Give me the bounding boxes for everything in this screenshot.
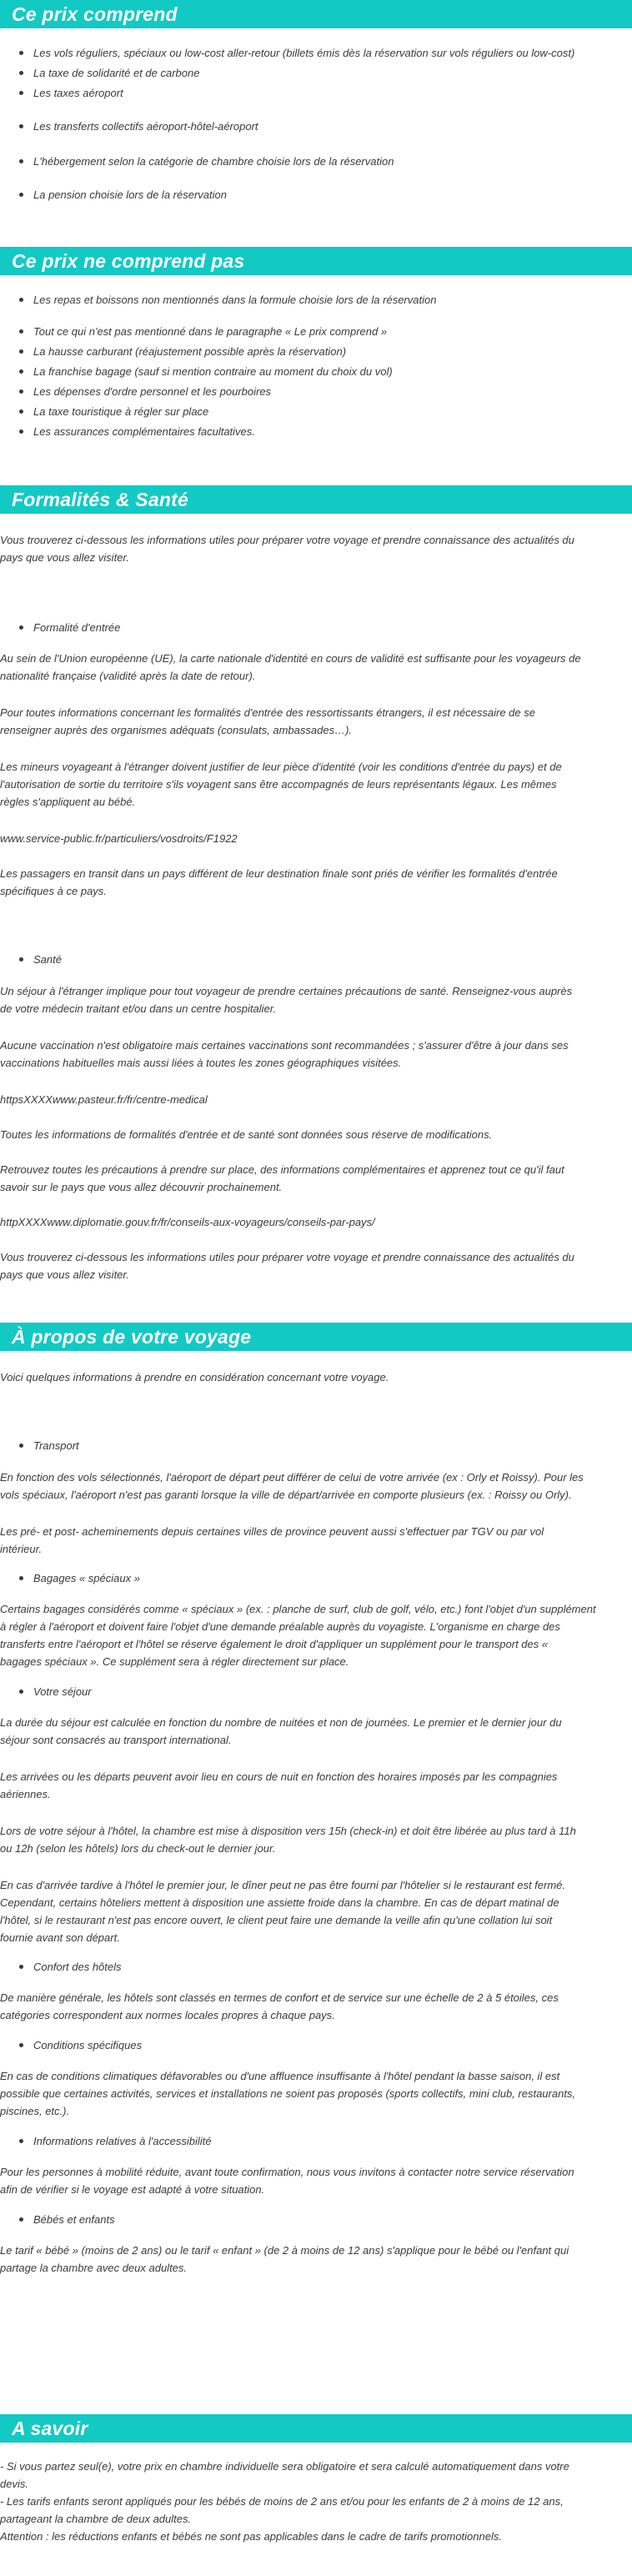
list-item: La pension choisie lors de la réservation	[33, 186, 625, 203]
paragraph-line: vols spéciaux, l'aéroport n'est pas garanti lorsque la ville de départ/arrivée en comporte plusieurs (ex. : Roissy ou Orly).	[0, 1489, 572, 1501]
paragraph-line: En fonction des vols sélectionnés, l'aéroport de départ peut différer de celui de votre arrivée (ex : Orly et Roissy). Pour les	[0, 1471, 584, 1484]
subheading-bagages-speciaux: Bagages « spéciaux »	[33, 1569, 140, 1587]
paragraph-line: - Si vous partez seul(e), votre prix en chambre individuelle sera obligatoire et sera calculé automatiquement dans votre	[0, 2460, 569, 2473]
paragraph-line: séjour sont consacrés au transport international.	[0, 1734, 232, 1746]
subheading-formalite-entree: Formalité d'entrée	[33, 619, 120, 636]
paragraph-line: Un séjour à l'étranger implique pour tout voyageur de prendre certaines précautions de santé. Renseignez-vous auprès	[0, 985, 573, 997]
intro-line: pays que vous allez visiter.	[0, 551, 129, 564]
paragraph-line: l'hôtel, si le restaurant n'est pas encore ouvert, le client peut faire une demande la veille afin qu'une collation lui soit	[0, 1914, 553, 1926]
paragraph-line: fournie avant son départ.	[0, 1931, 120, 1944]
list-item: La hausse carburant (réajustement possible après la réservation)	[33, 343, 625, 360]
subheading-bebes-enfants: Bébés et enfants	[33, 2211, 115, 2228]
list-item: Les vols réguliers, spéciaux ou low-cost aller-retour (billets émis dès la réservation sur vols réguliers ou low-cost)	[33, 44, 625, 62]
paragraph-line: Les mineurs voyageant à l'étranger doivent justifier de leur pièce d'identité (voir les conditions d'entrée du pays) et de	[0, 761, 562, 773]
list-item: Les assurances complémentaires facultatives.	[33, 423, 625, 440]
paragraph-line: En cas de conditions climatiques défavorables ou d'une affluence insuffisante à l'hôtel pendant la basse saison, il est	[0, 2070, 560, 2082]
paragraph-line: Lors de votre séjour à l'hôtel, la chambre est mise à disposition vers 15h (check-in) et doit être libérée au plus tard à 11h	[0, 1825, 576, 1837]
section-title: Ce prix comprend	[0, 0, 632, 28]
paragraph-line: Aucune vaccination n'est obligatoire mais certaines vaccinations sont recommandées ; s'assurer d'être à jour dans ses	[0, 1039, 569, 1052]
subheading-confort-hotels: Confort des hôtels	[33, 1958, 122, 1976]
paragraph-line: Les passagers en transit dans un pays différent de leur destination finale sont priés de vérifier les formalités d'entrée	[0, 867, 558, 880]
list-item: La taxe de solidarité et de carbone	[33, 64, 625, 82]
paragraph-line: aériennes.	[0, 1788, 51, 1800]
paragraph-line: Certains bagages considérés comme « spéciaux » (ex. : planche de surf, club de golf, vélo, etc.) font l'objet d'un supplément	[0, 1603, 596, 1615]
paragraph-line: nationalité française (validité après la date de retour).	[0, 670, 256, 682]
intro-line: Voici quelques informations à prendre en considération concernant votre voyage.	[0, 1371, 389, 1383]
subheading-votre-sejour: Votre séjour	[33, 1683, 92, 1700]
section-prix-ne-comprend	[0, 247, 632, 438]
paragraph-line: possible que certaines activités, services et installations ne soient pas proposés (sports collectifs, mini club, restaurants,	[0, 2087, 576, 2100]
list-item: La franchise bagage (sauf si mention contraire au moment du choix du vol)	[33, 363, 625, 380]
section-a-propos-voyage	[0, 1323, 632, 2274]
paragraph-line: renseigner auprès des organismes adéquats (consulats, ambassades…).	[0, 724, 353, 736]
section-title: Formalités & Santé	[0, 485, 632, 514]
paragraph-line: afin de vérifier si le voyage est adapté à votre situation.	[0, 2183, 265, 2196]
paragraph-line: partageant la chambre de deux adultes.	[0, 2513, 192, 2525]
paragraph-line: Au sein de l'Union européenne (UE), la carte nationale d'identité en cours de validité est suffisante pour les voyageurs de	[0, 652, 581, 665]
paragraph-line: bagages spéciaux ». Ce supplément sera à régler directement sur place.	[0, 1655, 349, 1668]
paragraph-line: devis.	[0, 2478, 28, 2490]
paragraph-line: partage la chambre avec deux adultes.	[0, 2262, 188, 2274]
paragraph-line: - Les tarifs enfants seront appliqués pour les bébés de moins de 2 ans et/ou pour les enfants de 2 à moins de 12 ans,	[0, 2495, 564, 2508]
subheading-sante: Santé	[33, 951, 62, 968]
paragraph-line: à régler à l'aéroport et doivent faire l'objet d'une demande préalable auprès du voyagiste. L'organisme en charge des	[0, 1620, 560, 1633]
reference-link: httpXXXXwww.diplomatie.gouv.fr/fr/conseils-aux-voyageurs/conseils-par-pays/	[0, 1216, 375, 1228]
intro-line: Vous trouverez ci-dessous les informations utiles pour préparer votre voyage et prendre connaissance des actualités du	[0, 534, 574, 546]
paragraph-line: De manière générale, les hôtels sont classés en termes de confort et de service sur une échelle de 2 à 5 étoiles, ces	[0, 1991, 559, 2004]
section-formalites-sante	[0, 485, 632, 1281]
paragraph-line: Attention : les réductions enfants et bébés ne sont pas applicables dans le cadre de tarifs promotionnels.	[0, 2530, 502, 2543]
paragraph-line: Pour toutes informations concernant les formalités d'entrée des ressortissants étrangers, il est nécessaire de se	[0, 706, 535, 719]
paragraph-line: catégories correspondent aux normes locales propres à chaque pays.	[0, 2009, 335, 2021]
paragraph-line: vaccinations habituelles mais aussi liées à toutes les zones géographiques visitées.	[0, 1057, 402, 1069]
paragraph-line: pays que vous allez visiter.	[0, 1268, 129, 1281]
paragraph-line: de votre médecin traitant et/ou dans un centre hospitalier.	[0, 1002, 277, 1015]
reference-link: httpsXXXXwww.pasteur.fr/fr/centre-medical	[0, 1093, 208, 1106]
paragraph-line: Vous trouverez ci-dessous les informations utiles pour préparer votre voyage et prendre connaissance des actualités du	[0, 1251, 574, 1263]
paragraph-line: règles s'appliquent au bébé.	[0, 796, 136, 808]
paragraph-line: En cas d'arrivée tardive à l'hôtel le premier jour, le dîner peut ne pas être fourni par l'hôtelier si le restaurant est fermé.	[0, 1879, 566, 1891]
paragraph-line: La durée du séjour est calculée en fonction du nombre de nuitées et non de journées. Le premier et le dernier jour du	[0, 1716, 562, 1729]
paragraph-line: Le tarif « bébé » (moins de 2 ans) ou le tarif « enfant » (de 2 à moins de 12 ans) s'applique pour le bébé ou l'enfant qui	[0, 2244, 569, 2257]
list-item: L'hébergement selon la catégorie de chambre choisie lors de la réservation	[33, 153, 625, 170]
subheading-accessibilite: Informations relatives à l'accessibilité	[33, 2132, 211, 2150]
paragraph-line: Retrouvez toutes les précautions à prendre sur place, des informations complémentaires et apprenez tout ce qu'il faut	[0, 1163, 564, 1176]
paragraph-line: Toutes les informations de formalités d'entrée et de santé sont données sous réserve de modifications.	[0, 1128, 493, 1141]
paragraph-line: Les pré- et post- acheminements depuis certaines villes de province peuvent aussi s'effectuer par TGV ou par vol	[0, 1525, 544, 1538]
paragraph-line: spécifiques à ce pays.	[0, 885, 107, 897]
list-item: Les dépenses d'ordre personnel et les pourboires	[33, 383, 625, 400]
section-prix-comprend	[0, 0, 632, 201]
paragraph-line: Les arrivées ou les départs peuvent avoir lieu en cours de nuit en fonction des horaires imposés par les compagnies	[0, 1770, 558, 1783]
list-item: Les taxes aéroport	[33, 84, 625, 102]
paragraph-line: piscines, etc.).	[0, 2105, 70, 2117]
paragraph-line: Pour les personnes à mobilité réduite, avant toute confirmation, nous vous invitons à contacter notre service réservation	[0, 2166, 574, 2178]
list-item: Les repas et boissons non mentionnés dans la formule choisie lors de la réservation	[33, 291, 625, 309]
list-item: Les transferts collectifs aéroport-hôtel-aéroport	[33, 118, 625, 135]
paragraph-line: intérieur.	[0, 1543, 43, 1555]
reference-link: www.service-public.fr/particuliers/vosdroits/F1922	[0, 832, 238, 845]
paragraph-line: transferts entre l'aéroport et l'hôtel se réserve également le droit d'appliquer un supplément pour le transport des «	[0, 1638, 549, 1650]
list-item: Tout ce qui n'est pas mentionné dans le paragraphe « Le prix comprend »	[33, 323, 625, 340]
subheading-transport: Transport	[33, 1437, 79, 1454]
subheading-conditions-specifiques: Conditions spécifiques	[33, 2036, 142, 2054]
paragraph-line: ou 12h (selon les hôtels) lors du check-out le dernier jour.	[0, 1842, 276, 1855]
section-title: A savoir	[0, 2414, 632, 2443]
section-title: Ce prix ne comprend pas	[0, 247, 632, 275]
section-title: À propos de votre voyage	[0, 1323, 632, 1351]
paragraph-line: savoir sur le pays que vous allez découvrir prochainement.	[0, 1181, 283, 1193]
paragraph-line: l'autorisation de sortie du territoire s'ils voyagent sans être accompagnés de leurs représentants légaux. Les mêmes	[0, 778, 557, 791]
paragraph-line: Cependant, certains hôteliers mettent à disposition une assiette froide dans la chambre. En cas de départ matinal de	[0, 1896, 559, 1909]
section-a-savoir	[0, 2414, 632, 2543]
list-item: La taxe touristique à régler sur place	[33, 403, 625, 420]
